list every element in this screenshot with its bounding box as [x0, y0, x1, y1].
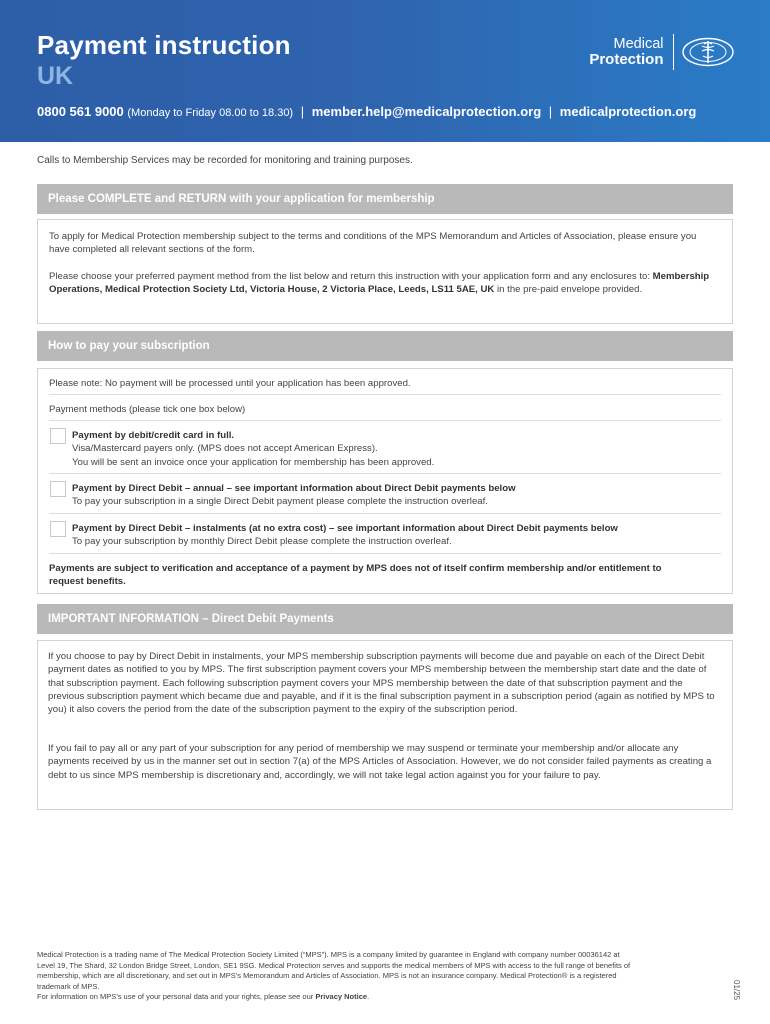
divider	[49, 420, 721, 421]
medical-protection-logo	[589, 30, 734, 74]
page-subtitle: UK	[37, 62, 74, 90]
divider	[49, 394, 721, 395]
section-heading-how-to-pay: How to pay your subscription	[37, 331, 733, 361]
payment-methods-label: Payment methods (please tick one box below)	[49, 404, 246, 415]
page-header	[0, 0, 770, 142]
opening-hours: (Monday to Friday 08.00 to 18.30)	[127, 107, 294, 119]
return-instructions: Please choose your preferred payment method from the list below and return this instruction with your application form and any enclosures to: Membership Operations, Medical Protection Society Ltd, Victoria House, 2 Victoria Place, Leeds, LS11 5AE, UK in the pre-paid envelope provided.	[49, 271, 710, 296]
option-detail: To pay your subscription in a single Direct Debit payment please complete the instruction overleaf.	[72, 496, 488, 508]
phone-number[interactable]: 0800 561 9000	[37, 104, 124, 119]
approval-note: Please note: No payment will be processed until your application has been approved.	[49, 378, 411, 389]
return-address: Membership Operations, Medical Protection Society Ltd, Victoria House, 2 Victoria Place, Leeds, LS11 5AE, UK	[49, 271, 710, 296]
privacy-notice-link[interactable]: Privacy Notice	[315, 992, 368, 1001]
contact-line	[37, 104, 696, 119]
website-link[interactable]: medicalprotection.org	[559, 104, 697, 119]
dd-annual-checkbox[interactable]	[50, 481, 66, 497]
divider	[49, 553, 721, 554]
recording-notice: Calls to Membership Services may be recorded for monitoring and training purposes.	[37, 155, 413, 166]
email-link[interactable]: member.help@medicalprotection.org	[311, 104, 542, 119]
privacy-line: For information on MPS’s use of your personal data and your rights, please see our Privacy Notice.	[37, 992, 370, 1001]
option-title: Payment by Direct Debit – annual – see important information about Direct Debit payments below	[72, 483, 516, 494]
card-payment-checkbox[interactable]	[50, 428, 66, 444]
document-code: 01/25	[732, 980, 741, 1001]
section-complete-return-box	[37, 219, 733, 324]
option-detail: You will be sent an invoice once your application for membership has been approved.	[72, 456, 435, 468]
logo-line1: Medical	[613, 36, 664, 52]
intro-paragraph: To apply for Medical Protection membership subject to the terms and conditions of the MPS Memorandum and Articles of Association, please ensure you have completed all relevant sections of the form.	[49, 231, 697, 256]
caduceus-emblem-icon	[682, 37, 734, 67]
section-heading-complete-return: Please COMPLETE and RETURN with your application for membership	[37, 184, 733, 214]
legal-footer	[37, 950, 637, 1003]
option-title: Payment by debit/credit card in full.	[72, 430, 235, 441]
verification-notice: Payments are subject to verification and acceptance of a payment by MPS does not of itself confirm membership and/or entitlement to request benefits.	[49, 563, 662, 588]
failed-payment-info: If you fail to pay all or any part of your subscription for any period of membership we may suspend or terminate your membership and/or allocate any payments received by us in the manner set out in section 7(a) of the MPS Articles of Association. However, we do not consider failed payments as creating a debt to us since MPS membership is discretionary and, accordingly, we will not take legal action against you for your failure to pay.	[48, 743, 712, 781]
section-how-to-pay-box	[37, 368, 733, 594]
dd-instalment-info: If you choose to pay by Direct Debit in instalments, your MPS membership subscription payments will become due and payable on each of the Direct Debit payment dates as notified to you by MPS. The first subscription payment covers your MPS membership between the membership start date and the date of that subscription payment. Each following subscription payment covers your MPS membership between the date of that subscription payment and the previous subscription payment which became due and payable, and if it is the final subscription payment in a subscription period (again as notified by MPS to you) it also covers the period from the date of the subscription payment to the expiry of the subscription period.	[48, 651, 715, 716]
section-heading-important-info: IMPORTANT INFORMATION – Direct Debit Payments	[37, 604, 733, 634]
separator: |	[300, 104, 305, 119]
section-important-info-box	[37, 640, 733, 810]
logo-line2: Protection	[589, 51, 664, 68]
option-detail: To pay your subscription by monthly Direct Debit please complete the instruction overleaf.	[72, 536, 452, 548]
dd-instalments-checkbox[interactable]	[50, 521, 66, 537]
separator: |	[548, 104, 553, 119]
divider	[49, 473, 721, 474]
divider	[49, 513, 721, 514]
option-title: Payment by Direct Debit – instalments (at no extra cost) – see important information about Direct Debit payments below	[72, 523, 618, 534]
page-title: Payment instruction	[37, 30, 291, 60]
option-detail: Visa/Mastercard payers only. (MPS does not accept American Express).	[72, 443, 378, 455]
legal-text: Medical Protection is a trading name of The Medical Protection Society Limited (“MPS”). MPS is a company limited by guarantee in England with company number 00036142 at Level 19, The Shard, 32 London Bridge Street, London, SE1 9SG. Medical Protection serves and supports the medical members of MPS with access to the full range of benefits of membership, which are all discretionary, and set out in MPS’s Memorandum and Articles of Association. MPS is not an insurance company. Medical Protection® is a registered trademark of MPS.	[37, 950, 631, 991]
logo-divider	[673, 34, 675, 70]
